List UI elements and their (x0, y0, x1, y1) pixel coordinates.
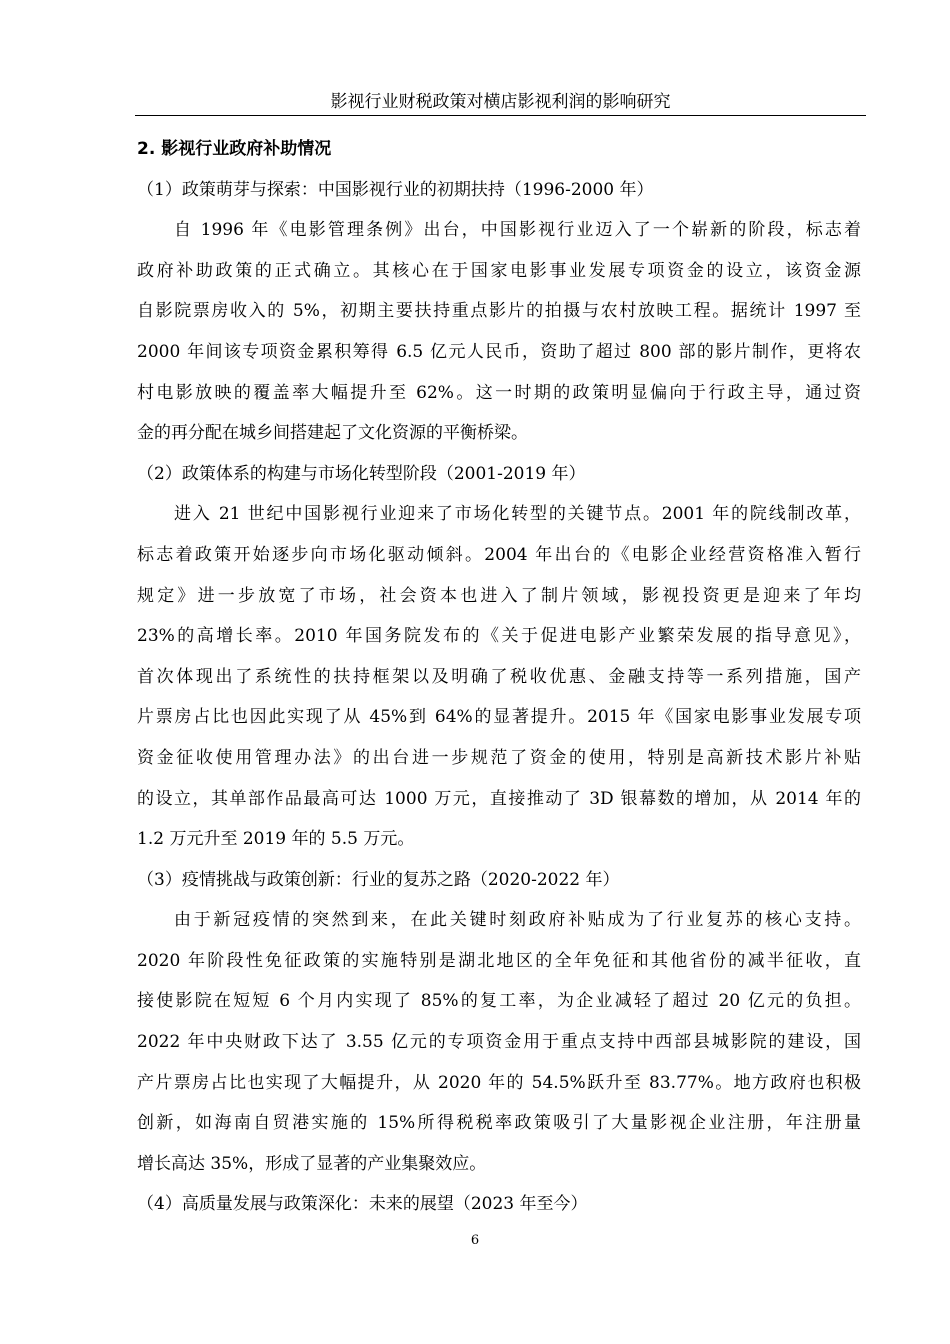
paragraph-line: 增长高达 35%，形成了显著的产业集聚效应。 (137, 1153, 487, 1174)
paragraph-line: 23%的高增长率。2010 年国务院发布的《关于促进电影产业繁荣发展的指导意见》， (137, 626, 861, 647)
paragraph-line: 金的再分配在城乡间搭建起了文化资源的平衡桥梁。 (137, 423, 528, 444)
subsection-heading-1: （1）政策萌芽与探索：中国影视行业的初期扶持（1996-2000 年） (137, 179, 654, 200)
paragraph-line: 的设立，其单部作品最高可达 1000 万元，直接推动了 3D 银幕数的增加，从 2014 年的 (137, 788, 861, 809)
subsection-heading-2: （2）政策体系的构建与市场化转型阶段（2001-2019 年） (137, 463, 586, 484)
paragraph-line: 规定》进一步放宽了市场，社会资本也进入了制片领域，影视投资更是迎来了年均 (137, 585, 861, 606)
paragraph-line: 2022 年中央财政下达了 3.55 亿元的专项资金用于重点支持中西部县城影院的建设，国 (137, 1032, 861, 1053)
paragraph-line: 村电影放映的覆盖率大幅提升至 62%。这一时期的政策明显偏向于行政主导，通过资 (137, 382, 861, 403)
paragraph-line: 标志着政策开始逐步向市场化驱动倾斜。2004 年出台的《电影企业经营资格准入暂行 (137, 544, 861, 565)
paragraph-line: 创新，如海南自贸港实施的 15%所得税税率政策吸引了大量影视企业注册，年注册量 (137, 1113, 861, 1134)
paragraph-line: 资金征收使用管理办法》的出台进一步规范了资金的使用，特别是高新技术影片补贴 (137, 747, 861, 768)
paragraph-line: 1.2 万元升至 2019 年的 5.5 万元。 (137, 829, 415, 850)
paragraph-line: 自 1996 年《电影管理条例》出台，中国影视行业迈入了一个崭新的阶段，标志着 (174, 220, 861, 241)
running-header: 影视行业财税政策对横店影视利润的影响研究 (135, 90, 866, 116)
paragraph-line: 自影院票房收入的 5%，初期主要扶持重点影片的拍摄与农村放映工程。据统计 1997 至 (137, 301, 861, 322)
paragraph-line: 由于新冠疫情的突然到来，在此关键时刻政府补贴成为了行业复苏的核心支持。 (174, 910, 861, 931)
paragraph-line: 政府补助政策的正式确立。其核心在于国家电影事业发展专项资金的设立，该资金源 (137, 260, 861, 281)
paragraph-line: 进入 21 世纪中国影视行业迎来了市场化转型的关键节点。2001 年的院线制改革， (174, 504, 861, 525)
paragraph-line: 片票房占比也因此实现了从 45%到 64%的显著提升。2015 年《国家电影事业发展专项 (137, 707, 861, 728)
document-body (137, 136, 861, 1232)
paragraph-line: 2000 年间该专项资金累积筹得 6.5 亿元人民币，资助了超过 800 部的影片制作，更将农 (137, 341, 861, 362)
paragraph-line: 2020 年阶段性免征政策的实施特别是湖北地区的全年免征和其他省份的减半征收，直 (137, 950, 861, 971)
paragraph-line: 产片票房占比也实现了大幅提升，从 2020 年的 54.5%跃升至 83.77%。地方政府也积极 (137, 1072, 861, 1093)
subsection-heading-4: （4）高质量发展与政策深化：未来的展望（2023 年至今） (137, 1194, 588, 1215)
paragraph-line: 接使影院在短短 6 个月内实现了 85%的复工率，为企业减轻了超过 20 亿元的负担。 (137, 991, 861, 1012)
section-heading: 2. 影视行业政府补助情况 (137, 139, 332, 159)
paragraph-line: 首次体现出了系统性的扶持框架以及明确了税收优惠、金融支持等一系列措施，国产 (137, 666, 861, 687)
page-number: 6 (470, 1233, 480, 1248)
subsection-heading-3: （3）疫情挑战与政策创新：行业的复苏之路（2020-2022 年） (137, 869, 620, 890)
